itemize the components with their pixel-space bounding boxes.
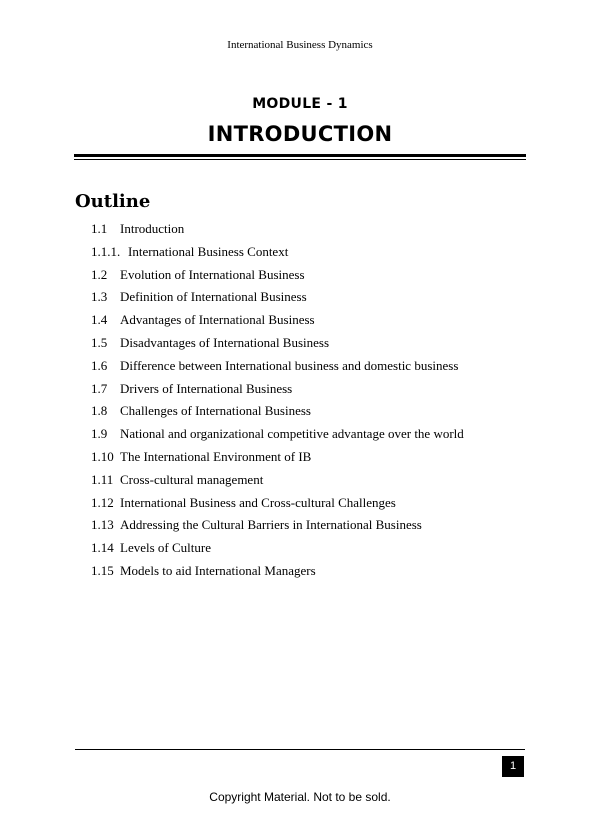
outline-item-number: 1.11 xyxy=(91,471,114,487)
outline-item-text: The International Environment of IB xyxy=(120,448,312,464)
outline-item-text: Disadvantages of International Business xyxy=(120,334,330,350)
outline-item-text: Cross-cultural management xyxy=(120,471,264,487)
outline-item-number: 1.5 xyxy=(91,334,108,350)
outline-item-number: 1.4 xyxy=(91,312,108,328)
page-number-badge: 1 xyxy=(502,756,524,777)
outline-item-number: 1.14 xyxy=(91,540,114,556)
outline-item xyxy=(91,288,464,311)
outline-item-text: National and organizational competitive advantage over the world xyxy=(120,426,464,442)
outline-item xyxy=(91,243,464,266)
copyright-notice: Copyright Material. Not to be sold. xyxy=(209,790,391,804)
outline-item xyxy=(91,220,464,243)
footer-divider xyxy=(75,749,525,750)
outline-item-text: Addressing the Cultural Barriers in International Business xyxy=(120,517,422,533)
outline-item-text: Drivers of International Business xyxy=(120,380,293,396)
outline-item-number: 1.3 xyxy=(91,289,108,305)
outline-item xyxy=(91,494,464,517)
outline-item xyxy=(91,516,464,539)
outline-item-number: 1.9 xyxy=(91,426,108,442)
module-label: MODULE - 1 xyxy=(252,96,348,112)
outline-item xyxy=(91,562,464,585)
outline-item xyxy=(91,266,464,289)
outline-item xyxy=(91,334,464,357)
page-title: INTRODUCTION xyxy=(207,122,393,146)
outline-item-number: 1.1 xyxy=(91,221,108,236)
outline-item-text: Models to aid International Managers xyxy=(120,562,316,578)
outline-item xyxy=(91,539,464,562)
running-header: International Business Dynamics xyxy=(227,39,373,51)
outline-item-number: 1.7 xyxy=(91,380,108,396)
outline-item-number: 1.2 xyxy=(91,266,108,282)
outline-item-text: International Business and Cross-cultural Challenges xyxy=(120,494,396,510)
outline-item-text: Levels of Culture xyxy=(120,540,211,556)
outline-item xyxy=(91,471,464,494)
title-divider-thin xyxy=(74,159,526,160)
outline-item-number: 1.6 xyxy=(91,357,108,373)
outline-item xyxy=(91,380,464,403)
outline-item-text: Difference between International business and domestic business xyxy=(120,357,459,373)
outline-item-text: International Business Context xyxy=(128,243,289,259)
outline-item-text: Advantages of International Business xyxy=(120,312,315,328)
outline-item xyxy=(91,402,464,425)
outline-item-number: 1.1.1. xyxy=(91,243,121,259)
outline-item-text: Evolution of International Business xyxy=(120,266,305,282)
outline-item-number: 1.8 xyxy=(91,403,108,419)
outline-item xyxy=(91,357,464,380)
outline-item-text: Introduction xyxy=(120,221,185,236)
outline-item-number: 1.10 xyxy=(91,448,114,464)
title-divider-thick xyxy=(74,154,526,157)
outline-item-number: 1.12 xyxy=(91,494,114,510)
outline-item xyxy=(91,425,464,448)
outline-item-text: Definition of International Business xyxy=(120,289,307,305)
outline-item-number: 1.15 xyxy=(91,562,114,578)
outline-item-text: Challenges of International Business xyxy=(120,403,311,419)
outline-list xyxy=(91,220,464,585)
outline-item-number: 1.13 xyxy=(91,517,114,533)
outline-heading: Outline xyxy=(75,191,151,212)
outline-item xyxy=(91,448,464,471)
outline-item xyxy=(91,311,464,334)
